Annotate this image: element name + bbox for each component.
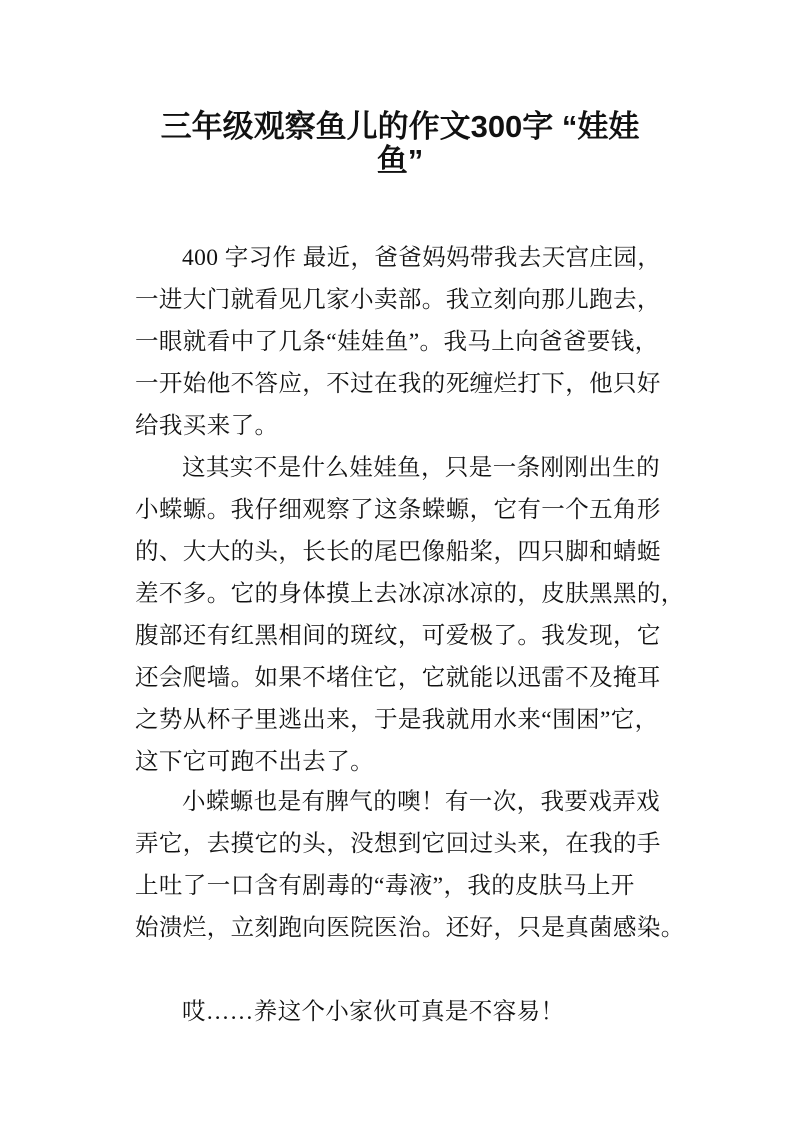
paragraph-2-line: 的、大大的头，长长的尾巴像船桨，四只脚和蜻蜓 <box>135 539 661 565</box>
title-line-1: 三年级观察鱼儿的作文300字 “娃娃 <box>160 109 640 144</box>
paragraph-1-line: 一眼就看中了几条“娃娃鱼”。我马上向爸爸要钱， <box>135 329 659 355</box>
paragraph-3-line: 上吐了一口含有剧毒的“毒液”，我的皮肤马上开 <box>135 873 635 899</box>
title-line-2: 鱼” <box>376 143 424 178</box>
paragraph-1-line: 400 字习作 最近，爸爸妈妈带我去天宫庄园， <box>182 245 662 271</box>
paragraph-2-line: 小蝾螈。我仔细观察了这条蝾螈，它有一个五角形 <box>135 497 661 523</box>
paragraph-2-line: 之势从杯子里逃出来，于是我就用水来“围困”它， <box>135 707 659 733</box>
paragraph-4-line: 哎……养这个小家伙可真是不容易！ <box>182 999 565 1025</box>
paragraph-2-line: 腹部还有红黑相间的斑纹，可爱极了。我发现，它 <box>135 623 661 649</box>
paragraph-2-line: 这其实不是什么娃娃鱼，只是一条刚刚出生的 <box>182 455 660 481</box>
paragraph-2-line: 这下它可跑不出去了。 <box>135 749 374 775</box>
paragraph-1-line: 一开始他不答应，不过在我的死缠烂打下，他只好 <box>135 371 661 397</box>
paragraph-2-line: 还会爬墙。如果不堵住它，它就能以迅雷不及掩耳 <box>135 665 661 691</box>
paragraph-3-line: 弄它，去摸它的头，没想到它回过头来，在我的手 <box>135 831 661 857</box>
paragraph-3-line: 小蝾螈也是有脾气的噢！有一次，我要戏弄戏 <box>182 789 660 815</box>
paragraph-2-line: 差不多。它的身体摸上去冰凉冰凉的，皮肤黑黑的， <box>135 581 685 607</box>
paragraph-1-line: 一进大门就看见几家小卖部。我立刻向那儿跑去， <box>135 287 661 313</box>
paragraph-1-line: 给我买来了。 <box>135 413 279 439</box>
paragraph-3-line: 始溃烂，立刻跑向医院医治。还好，只是真菌感染。 <box>135 915 685 941</box>
